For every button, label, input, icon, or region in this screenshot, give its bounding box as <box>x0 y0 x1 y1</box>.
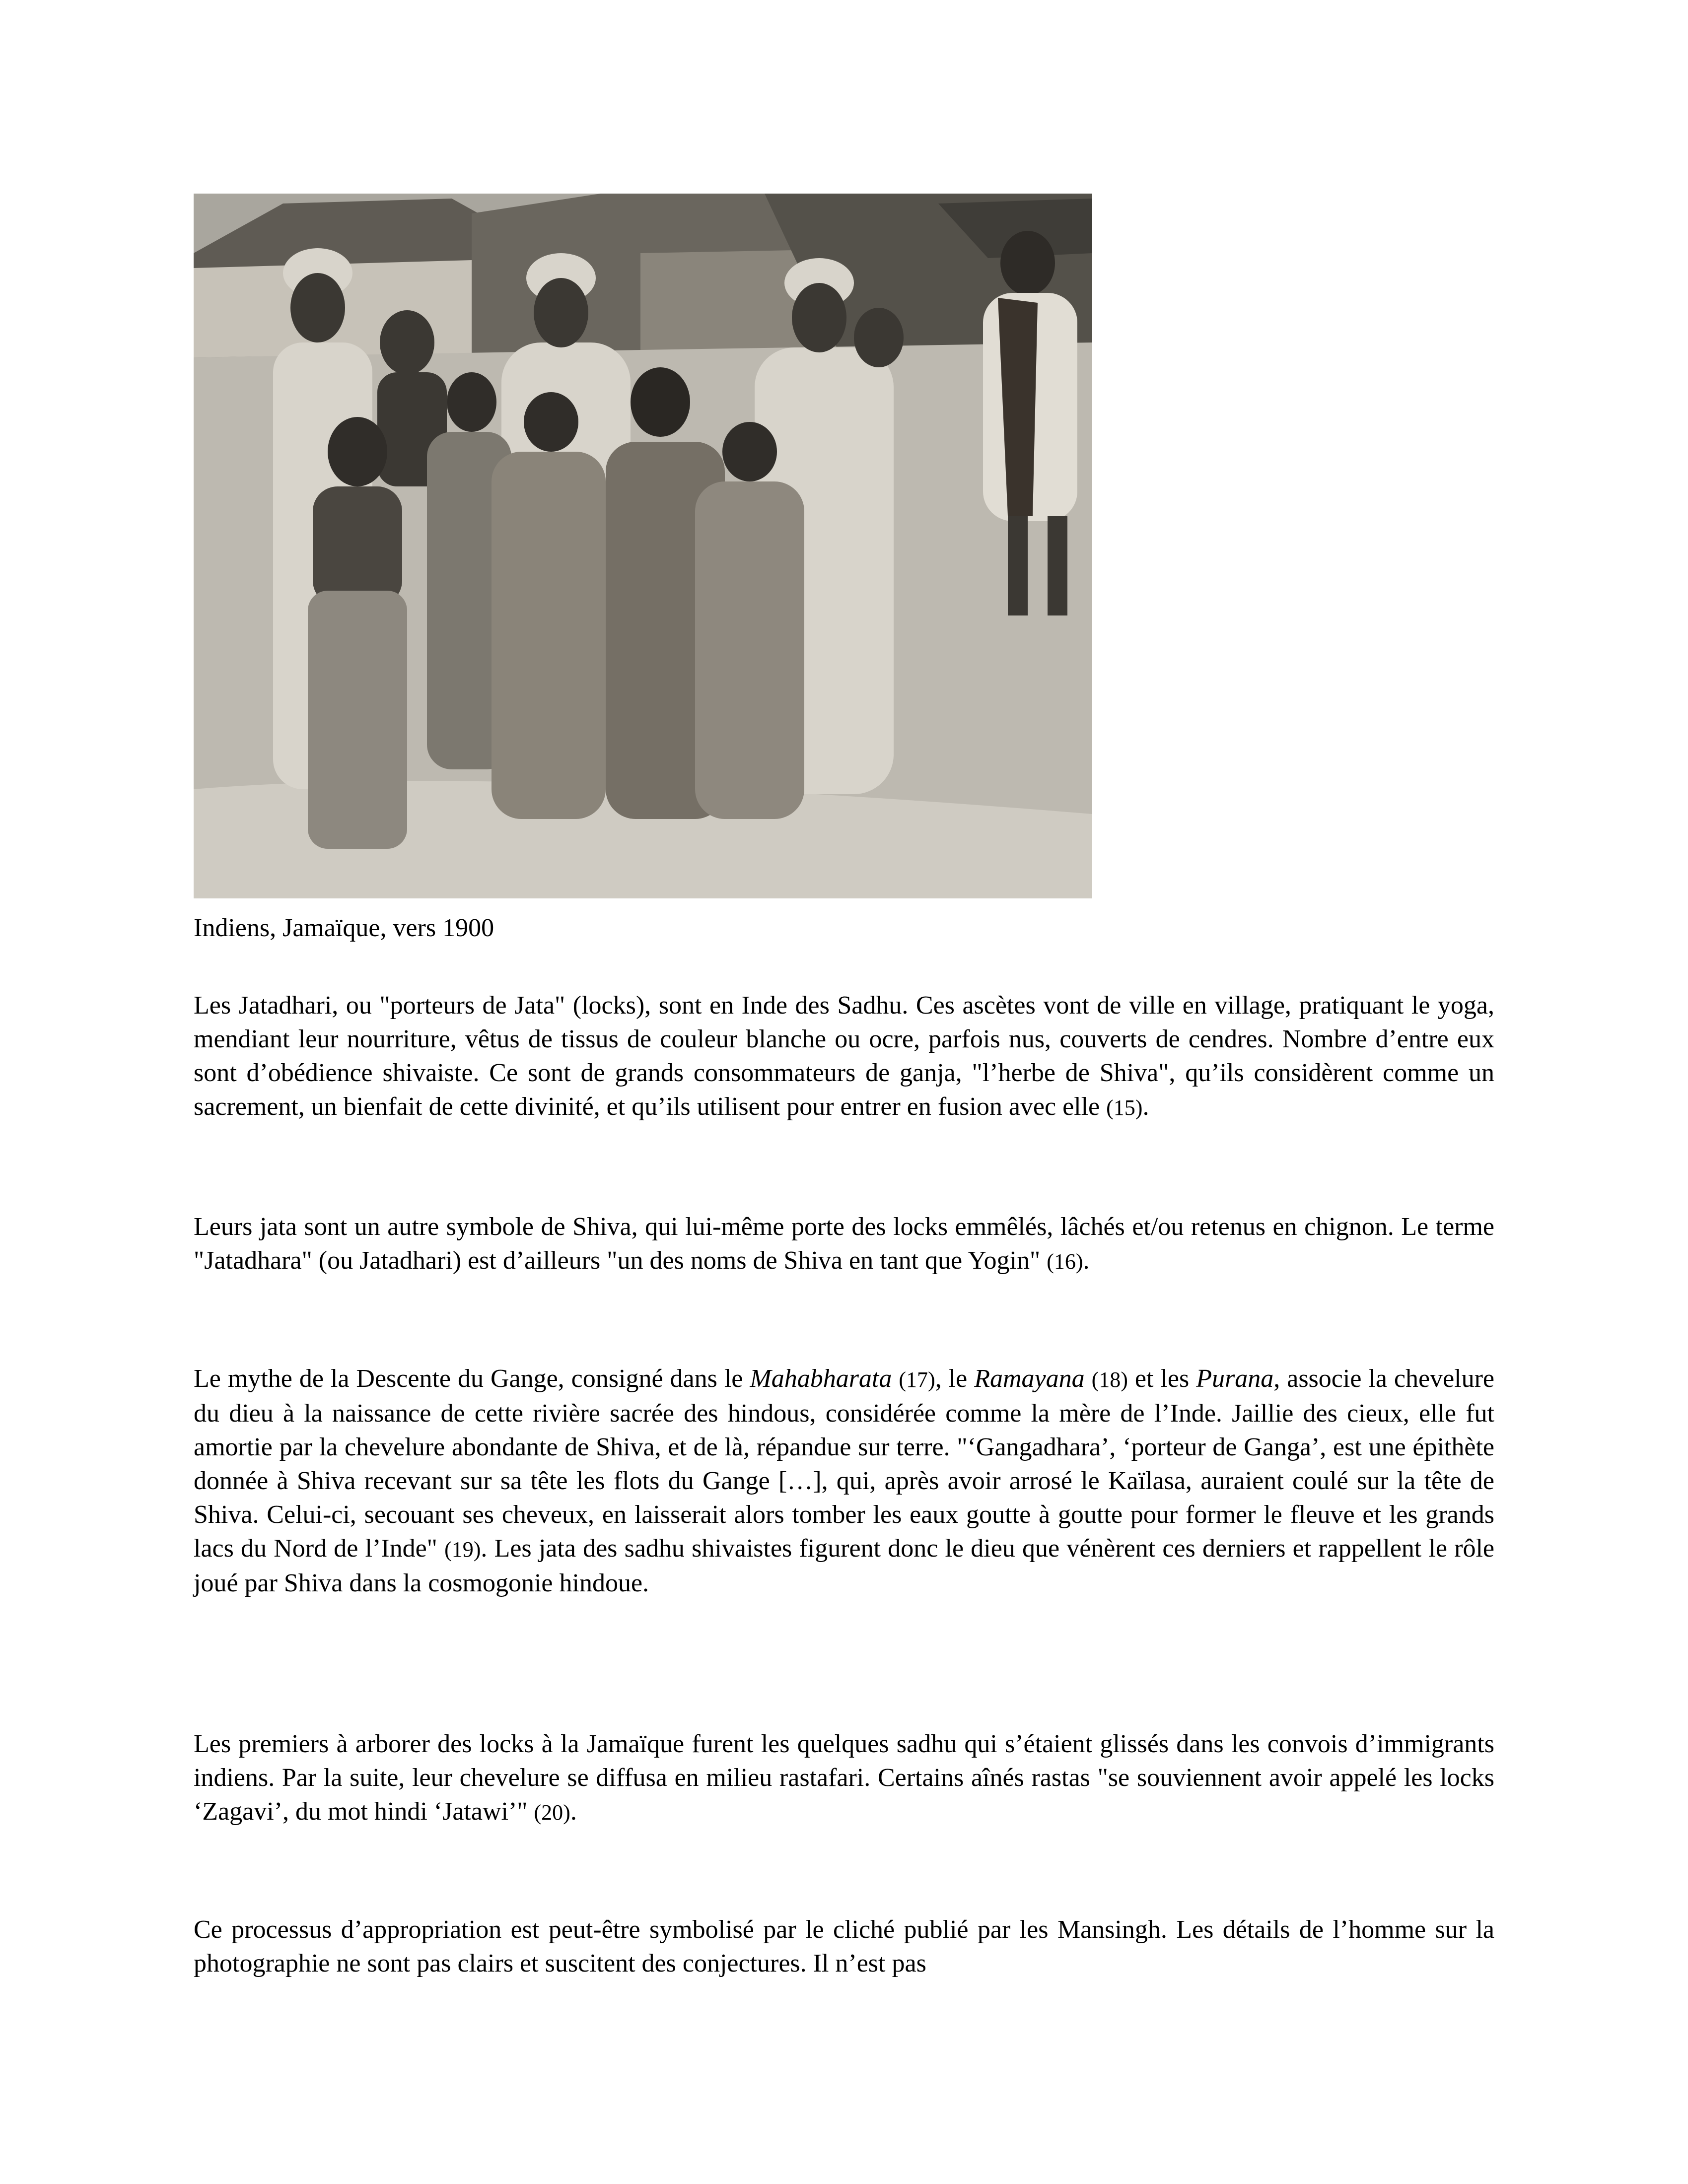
title-mahabharata: Mahabharata <box>750 1365 892 1393</box>
footnote-ref-16: (16) <box>1047 1249 1083 1274</box>
footnote-ref-17: (17) <box>899 1367 935 1392</box>
paragraph-jatadhari: Les Jatadhari, ou "porteurs de Jata" (locks), sont en Inde des Sadhu. Ces ascètes vont de ville en village, pratiquant le yoga, mendiant leur nourriture, vêtus de tissus de couleur blanche ou ocre, parfois nus, couverts de cendres. Nombre d’entre eux sont d’obédience shivaiste. Ce sont de grands consommateurs de ganja, "l’herbe de Shiva", qu’ils considèrent comme un sacrement, un bienfait de cette divinité, et qu’ils utilisent pour entrer en fusion avec elle (15). <box>194 991 1494 1121</box>
footnote-ref-15: (15) <box>1106 1095 1143 1120</box>
footnote-ref-19: (19) <box>444 1537 481 1562</box>
footnote-ref-18: (18) <box>1091 1367 1128 1392</box>
figure-caption: Indiens, Jamaïque, vers 1900 <box>194 914 494 942</box>
paragraph-ganges-myth: Le mythe de la Descente du Gange, consigné dans le Mahabharata (17), le Ramayana (18) et les Purana, associe la chevelure du dieu à la naissance de cette rivière sacrée des hindous, considérée comme la mère de l’Inde. Jaillie des cieux, elle fut amortie par la chevelure abondante de Shiva, et de là, répandue sur terre. "‘Gangadhara’, ‘porteur de Ganga’, est une épithète donnée à Shiva recevant sur sa tête les flots du Gange […], qui, après avoir arrosé le Kaïlasa, auraient coulé sur la tête de Shiva. Celui-ci, secouant ses cheveux, en laisserait alors tomber les eaux goutte à goutte pour former le fleuve et les grands lacs du Nord de l’Inde" (19). Les jata des sadhu shivaistes figurent donc le dieu que vénèrent ces derniers et rappellent le rôle joué par Shiva dans la cosmogonie hindoue. <box>194 1365 1495 1597</box>
paragraph-jamaica-locks: Les premiers à arborer des locks à la Jamaïque furent les quelques sadhu qui s’étaient glissés dans les convois d’immigrants indiens. Par la suite, leur chevelure se diffusa en milieu rastafari. Certains aînés rastas "se souviennent avoir appelé les locks ‘Zagavi’, du mot hindi ‘Jatawi’" (20). <box>194 1730 1494 1826</box>
title-ramayana: Ramayana <box>974 1365 1085 1393</box>
footnote-ref-20: (20) <box>534 1800 570 1825</box>
paragraph-appropriation: Ce processus d’appropriation est peut-être symbolisé par le cliché publié par les Mansingh. Les détails de l’homme sur la photographie ne sont pas clairs et suscitent des conjectures. Il n’est pas <box>194 1915 1494 1978</box>
title-purana: Purana <box>1196 1365 1274 1393</box>
historical-photograph <box>194 194 1092 898</box>
paragraph-jata-shiva: Leurs jata sont un autre symbole de Shiva, qui lui-même porte des locks emmêlés, lâchés et/ou retenus en chignon. Le terme "Jatadhara" (ou Jatadhari) est d’ailleurs "un des noms de Shiva en tant que Yogin" (16). <box>194 1213 1494 1275</box>
